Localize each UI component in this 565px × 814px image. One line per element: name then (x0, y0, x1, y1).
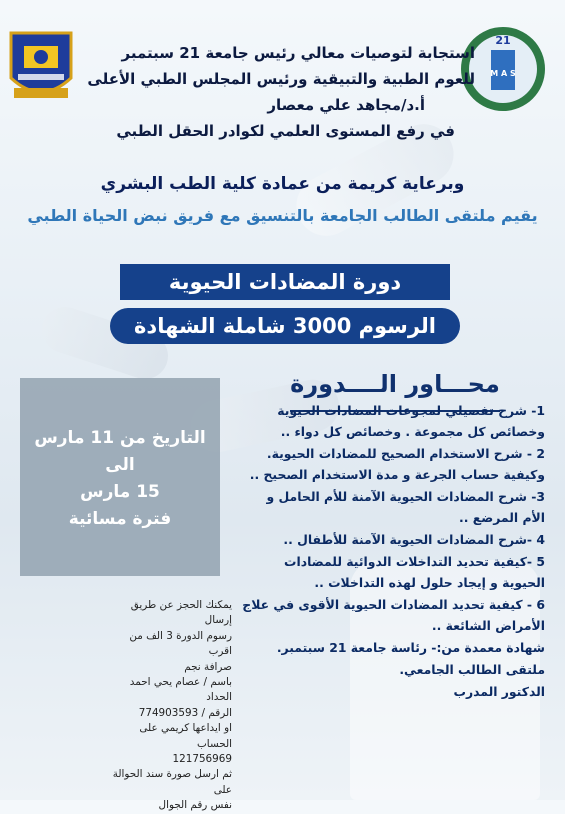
course-title-banner: دورة المضادات الحيوية (120, 264, 450, 300)
fee-banner: الرسوم 3000 شاملة الشهادة (110, 308, 460, 344)
booking-line-7: 121756969 (172, 753, 232, 766)
booking-line-3: صرافة نجم (184, 660, 232, 673)
certificate-line: شهادة معمدة من:- رئاسة جامعة 21 سبتمبر. (276, 640, 545, 655)
axes-title: محـــاور الــــدورة (290, 370, 500, 398)
header-line-2: للعوم الطبية والتبيقية ورئيس المجلس الطبي الأعلى (87, 70, 475, 88)
axis-item-1: 1- شرح تفصيلي لمجوعات المضادات الحيوية وخصائص كل مجموعة . وخصائص كل دواء .. (277, 403, 545, 439)
forum-line: ملتقى الطالب الجامعي. (399, 662, 545, 677)
trainer-line: الدكتور المدرب (453, 684, 545, 699)
axis-item-2: 2 - شرح الاستخدام الصحيح للمضادات الحيوية. وكيفية حساب الجرعة و مدة الاستخدام الصحيح .. (249, 446, 545, 482)
mas-logo (458, 24, 548, 114)
axis-item-5: 5 -كيفية تحديد التداخلات الدوائية للمضادات الحيوية و إيجاد حلول لهذه التداخلات .. (284, 554, 545, 590)
booking-info (112, 598, 232, 814)
booking-line-8: ثم ارسل صورة سند الحوالة على (112, 768, 232, 796)
schedule-text (20, 425, 220, 533)
booking-line-2: رسوم الدورة 3 الف من اقرب (129, 629, 232, 658)
header-line-3: أ.د/مجاهد علي معصار (267, 96, 425, 114)
header-line-1: استجابة لتوصيات معالي رئيس جامعة 21 سبتمبر (121, 44, 475, 62)
period-line: فترة مسائية (68, 509, 172, 529)
booking-line-4: باسم / عصام يحي احمد الحداد (129, 676, 232, 704)
axis-item-4: 4 -شرح المضادات الحيوية الآمنة للأطفال .. (283, 532, 545, 547)
booking-line-5: الرقم / 774903593 (138, 706, 232, 719)
logo-letters: M A S (490, 69, 516, 78)
axis-item-3: 3- شرح المضادات الحيوية الآمنة للأم الحامل و الأم المرضع .. (266, 489, 545, 525)
axis-item-6: 6 - كيفية تحديد المضادات الحيوية الأقوى في علاج الأمراض الشائعة .. (242, 597, 545, 633)
booking-line-9: نفس رقم الجوال (158, 799, 232, 812)
logo-number: 21 (495, 34, 511, 47)
booking-line-6: او ايداعها كريمي على الحساب (139, 722, 232, 750)
sponsor-line: وبرعاية كريمة من عمادة كلية الطب البشري (100, 174, 465, 194)
date-line-2: 15 مارس (80, 482, 160, 502)
axes-list (240, 400, 545, 703)
header-line-4: في رفع المستوى العلمي لكوادر الحقل الطبي (116, 122, 455, 140)
organizer-line: يقيم ملتقى الطالب الجامعة بالتنسيق مع فريق نبض الحياة الطبي (27, 206, 538, 225)
date-line-1: التاريخ من 11 مارس الى (34, 428, 206, 475)
booking-line-1: يمكنك الحجز عن طريق إرسال (130, 599, 232, 627)
